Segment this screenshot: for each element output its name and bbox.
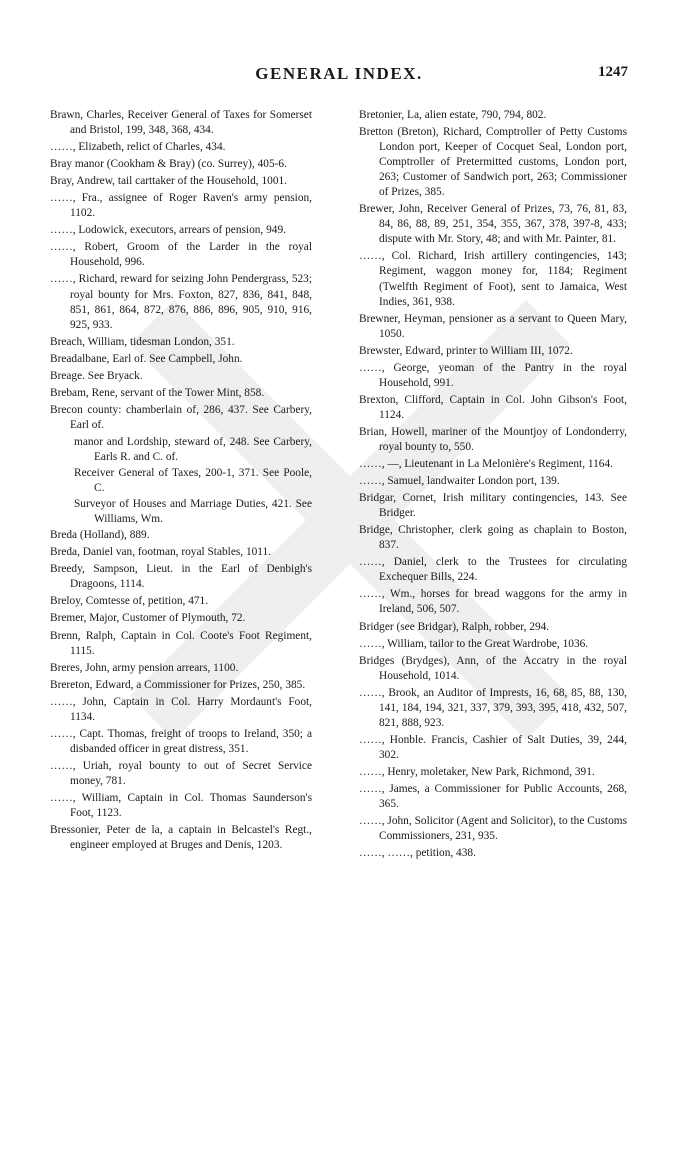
index-entry: Brecon county: chamberlain of, 286, 437. See Carbery, Earl of.: [50, 403, 312, 431]
index-entry: ……, —, Lieutenant in La Melonière's Regiment, 1164.: [359, 458, 613, 471]
index-entry: Bridgar, Cornet, Irish military contingencies, 143. See Bridger.: [359, 492, 627, 520]
index-entry: ……, Elizabeth, relict of Charles, 434.: [50, 141, 226, 154]
index-entry: ……, Samuel, landwaiter London port, 139.: [359, 475, 560, 488]
index-entry: Breadalbane, Earl of. See Campbell, John.: [50, 352, 243, 365]
index-entry: Brexton, Clifford, Captain in Col. John Gibson's Foot, 1124.: [359, 393, 627, 421]
index-entry: ……, Richard, reward for seizing John Pendergrass, 523; royal bounty for Mrs. Foxton, 827, 836, 841, 848, 851, 861, 864, 872, 876, 886, 896, 905, 910, 916, 925, 933.: [50, 273, 312, 331]
index-entry: Brewer, John, Receiver General of Prizes, 73, 76, 81, 83, 84, 86, 88, 89, 251, 354, 355, 367, 378, 397-8, 433; dispute with Mr. Story, 48; and with Mr. Painter, 81.: [359, 203, 627, 246]
page-title: GENERAL INDEX.: [255, 64, 423, 83]
page-header: [50, 64, 628, 92]
index-entry: Bressonier, Peter de la, a captain in Belcastel's Regt., engineer employed at Bruges and Denis, 1203.: [50, 824, 312, 852]
index-entry: Breedy, Sampson, Lieut. in the Earl of Denbigh's Dragoons, 1114.: [50, 563, 312, 591]
index-entry: Bretton (Breton), Richard, Comptroller of Petty Customs London port, Keeper of Cocquet Seal, London port, Comptroller of Pretermitted customs, London port, 263; Customer of Sandwich port, 263; Commissioner of Prizes, 385.: [359, 126, 627, 199]
index-entry: ……, George, yeoman of the Pantry in the royal Household, 991.: [359, 361, 627, 389]
index-entry: ……, Uriah, royal bounty to out of Secret Service money, 781.: [50, 759, 312, 787]
index-entry: Brenn, Ralph, Captain in Col. Coote's Foot Regiment, 1115.: [50, 629, 312, 657]
index-entry: ……, Col. Richard, Irish artillery contingencies, 143; Regiment, waggon money for, 1184; Regiment (Twelfth Regiment of Foot), sent to Jamaica, West Indies, 361, 938.: [359, 250, 627, 308]
index-entry: ……, ……, petition, 438.: [359, 847, 476, 860]
index-entry: Brewster, Edward, printer to William III, 1072.: [359, 344, 573, 357]
index-entry: Breda (Holland), 889.: [50, 529, 150, 542]
index-entry: Breda, Daniel van, footman, royal Stables, 1011.: [50, 546, 272, 559]
index-entry: Breres, John, army pension arrears, 1100.: [50, 661, 239, 674]
index-entry: Bray, Andrew, tail carttaker of the Household, 1001.: [50, 175, 287, 188]
index-entry: manor and Lordship, steward of, 248. See Carbery, Earls R. and C. of.: [74, 435, 312, 463]
index-entry: Breach, William, tidesman London, 351.: [50, 335, 235, 348]
index-entry: Bray manor (Cookham & Bray) (co. Surrey), 405-6.: [50, 158, 287, 171]
index-entry: ……, Lodowick, executors, arrears of pension, 949.: [50, 224, 286, 237]
index-entry: ……, James, a Commissioner for Public Accounts, 268, 365.: [359, 782, 627, 811]
index-entry: ……, Fra., assignee of Roger Raven's army pension, 1102.: [50, 192, 312, 220]
index-entry: Bremer, Major, Customer of Plymouth, 72.: [50, 612, 246, 625]
index-entry: Receiver General of Taxes, 200-1, 371. See Poole, C.: [74, 467, 312, 495]
index-entry: Brereton, Edward, a Commissioner for Prizes, 250, 385.: [50, 678, 306, 691]
index-entry: Breage. See Bryack.: [50, 369, 143, 382]
index-entry: ……, Robert, Groom of the Larder in the royal Household, 996.: [50, 241, 312, 269]
index-entry: Bridges (Brydges), Ann, of the Accatry in the royal Household, 1014.: [359, 654, 627, 682]
index-entry: Bridger (see Bridgar), Ralph, robber, 294.: [359, 620, 550, 633]
page-number: 1247: [598, 64, 628, 80]
index-entry: Surveyor of Houses and Marriage Duties, 421. See Williams, Wm.: [74, 498, 312, 526]
index-entry: Bretonier, La, alien estate, 790, 794, 802.: [359, 109, 547, 121]
index-entry: ……, Capt. Thomas, freight of troops to Ireland, 350; a disbanded officer in great distress, 351.: [50, 727, 312, 755]
index-entry: ……, William, Captain in Col. Thomas Saunderson's Foot, 1123.: [50, 791, 312, 820]
index-entry: Brawn, Charles, Receiver General of Taxes for Somerset and Bristol, 199, 348, 368, 434.: [50, 109, 312, 137]
index-entry: ……, William, tailor to the Great Wardrobe, 1036.: [359, 637, 589, 650]
index-entry: Brewner, Heyman, pensioner as a servant to Queen Mary, 1050.: [359, 312, 627, 340]
right-column: [359, 108, 627, 863]
left-column: [50, 108, 312, 855]
index-entry: Brian, Howell, mariner of the Mountjoy of Londonderry, royal bounty to, 550.: [359, 425, 627, 453]
index-entry: ……, John, Solicitor (Agent and Solicitor), to the Customs Commissioners, 231, 935.: [359, 815, 627, 843]
index-entry: Brebam, Rene, servant of the Tower Mint, 858.: [50, 386, 265, 399]
index-entry: Bridge, Christopher, clerk going as chaplain to Boston, 837.: [359, 524, 627, 552]
index-entry: ……, Wm., horses for bread waggons for the army in Ireland, 506, 507.: [359, 588, 627, 616]
index-entry: ……, Henry, moletaker, New Park, Richmond, 391.: [359, 765, 595, 778]
index-entry: ……, Brook, an Auditor of Imprests, 16, 68, 85, 88, 130, 141, 184, 194, 321, 337, 379, 393, 395, 418, 432, 507, 821, 888, 923.: [359, 686, 627, 729]
index-entry: ……, Honble. Francis, Cashier of Salt Duties, 39, 244, 302.: [359, 733, 627, 761]
index-entry: ……, John, Captain in Col. Harry Mordaunt's Foot, 1134.: [50, 695, 312, 723]
index-entry: ……, Daniel, clerk to the Trustees for circulating Exchequer Bills, 224.: [359, 556, 627, 584]
index-entry: Breloy, Comtesse of, petition, 471.: [50, 595, 209, 608]
